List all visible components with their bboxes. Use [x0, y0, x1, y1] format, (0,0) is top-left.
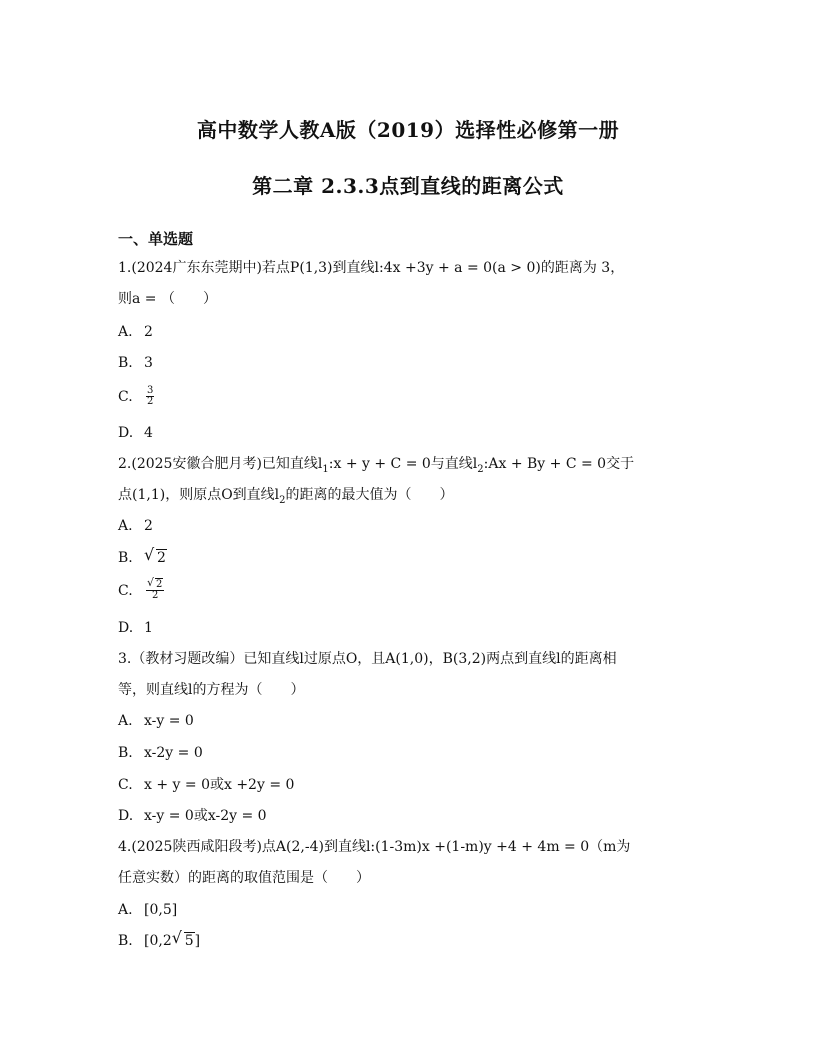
stem-text: 点(1,1)，则原点O到直线l [118, 487, 280, 503]
radical-sign: √ [144, 545, 155, 564]
option-label: B. [118, 355, 133, 371]
square-root [171, 928, 195, 951]
option-text: x-2y = 0 [144, 745, 203, 761]
chapter-title: 第二章 2.3.3点到直线的距离公式 [252, 174, 564, 198]
stem-text: :Ax + By + C = 0交于 [483, 456, 635, 472]
question-1-option-d [118, 423, 153, 443]
option-label: C. [118, 582, 133, 599]
fraction-denominator: 2 [152, 590, 159, 601]
fraction-numerator [146, 576, 164, 591]
radicand: 5 [184, 933, 194, 949]
square-root [144, 545, 167, 568]
option-label: C. [118, 777, 133, 793]
stem-text: 2.(2025安徽合肥月考)已知直线l [118, 456, 323, 472]
document-title: 高中数学人教A版（2019）选择性必修第一册 [196, 118, 620, 142]
fraction [146, 576, 164, 601]
question-4-option-a [118, 900, 177, 920]
option-label: A. [118, 902, 133, 918]
option-label: D. [118, 620, 134, 636]
question-3-option-b [118, 743, 203, 763]
question-3-option-a [118, 711, 194, 731]
option-label: A. [118, 518, 133, 534]
radicand: 2 [156, 579, 163, 590]
question-3-stem-line1: 3.（教材习题改编）已知直线l过原点O，且A(1,0)，B(3,2)两点到直线l的距离相 [118, 651, 617, 667]
option-text: x-y = 0或x-2y = 0 [144, 808, 267, 824]
question-4-stem-line2: 任意实数）的距离的取值范围是（ ） [118, 870, 370, 886]
question-4-option-b [118, 928, 201, 951]
option-label: D. [118, 425, 134, 441]
option-text: 3 [144, 355, 153, 371]
section-heading: 一、单选题 [118, 230, 194, 248]
fraction-denominator: 2 [147, 396, 154, 407]
question-1-option-b [118, 353, 153, 373]
question-2-option-b [118, 545, 167, 568]
option-label: C. [118, 388, 133, 405]
question-2-option-a [118, 516, 153, 536]
question-1-stem-line1: 1.(2024广东东莞期中)若点P(1,3)到直线l:4x +3y + a = 0(a > 0)的距离为 3， [118, 260, 625, 276]
subscript: 2 [477, 463, 484, 475]
question-4-stem-line1: 4.(2025陕西咸阳段考)点A(2,-4)到直线l:(1-3m)x +(1-m)y +4 + 4m = 0（m为 [118, 839, 631, 855]
question-3-option-c [118, 775, 294, 795]
option-label: B. [118, 745, 133, 761]
radical-sign: √ [171, 928, 182, 947]
square-root [147, 576, 163, 590]
question-1-option-c [118, 386, 154, 407]
option-label: B. [118, 933, 133, 949]
option-text: [0,5] [144, 902, 178, 918]
question-3-option-d [118, 806, 267, 826]
question-2-stem-line2 [118, 485, 454, 511]
option-text: [0,2 [144, 933, 172, 949]
fraction [146, 386, 154, 407]
option-text: ] [194, 933, 201, 949]
radicand: 2 [157, 550, 166, 566]
question-1-option-a [118, 322, 153, 342]
option-label: A. [118, 324, 133, 340]
option-text: 1 [144, 620, 153, 636]
question-1-stem-line2: 则a = （ ） [118, 291, 217, 307]
subscript: 1 [322, 463, 329, 475]
stem-text: :x + y + C = 0与直线l [328, 456, 478, 472]
option-text: 4 [144, 425, 153, 441]
option-label: A. [118, 713, 133, 729]
option-text: x-y = 0 [144, 713, 194, 729]
stem-text: 的距离的最大值为（ ） [285, 487, 454, 503]
option-label: D. [118, 808, 134, 824]
option-label: B. [118, 550, 133, 566]
question-2-option-d [118, 618, 153, 638]
radical-sign: √ [147, 576, 155, 589]
fraction-numerator: 3 [147, 385, 154, 396]
question-2-stem-line1 [118, 454, 634, 480]
option-text: x + y = 0或x +2y = 0 [144, 777, 295, 793]
option-text: 2 [144, 518, 153, 534]
question-2-option-c [118, 576, 164, 601]
subscript: 2 [279, 494, 286, 506]
option-text: 2 [144, 324, 153, 340]
question-3-stem-line2: 等，则直线l的方程为（ ） [118, 682, 305, 698]
